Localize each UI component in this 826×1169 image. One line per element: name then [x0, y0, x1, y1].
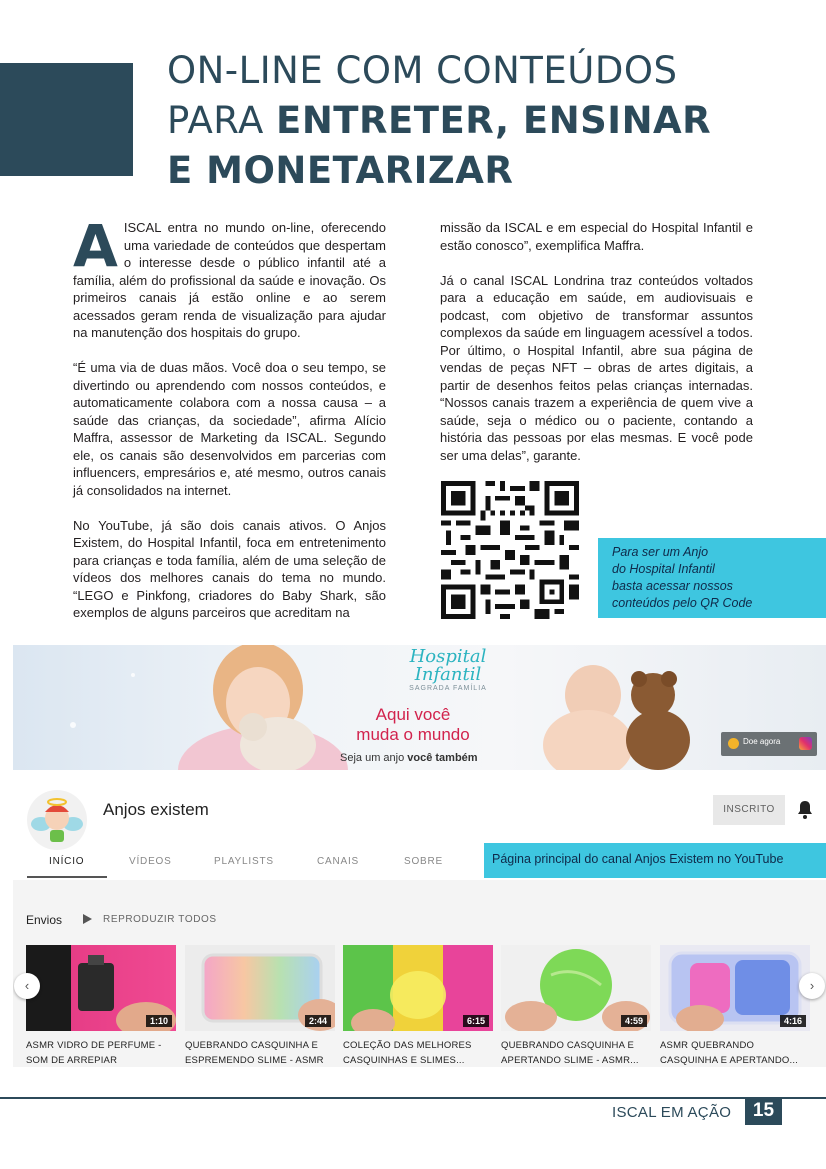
title-line1: ON-LINE COM CONTEÚDOS — [167, 49, 678, 92]
article-paragraph: AISCAL entra no mundo on-line, oferecendo uma variedade de conteúdos que despertam o interesse desde o público infantil até a família, além do profissional da saúde e inovação. Os primeiros canais já estão online e ao serem acessados geram renda de visualização para ajudar na manutenção dos hospitais do grupo. — [73, 212, 386, 340]
tab-sobre[interactable]: SOBRE — [404, 856, 444, 867]
channel-avatar[interactable] — [27, 790, 87, 850]
video-thumbnail[interactable] — [501, 945, 651, 1031]
qr-caption-line: Para ser um Anjo — [612, 545, 709, 559]
title-line3-bold: E MONETARIZAR — [167, 149, 514, 192]
video-card[interactable] — [185, 945, 335, 1066]
youtube-caption-box: Página principal do canal Anjos Existem no YouTube — [484, 843, 826, 878]
banner-tagline: Seja um anjo você também — [340, 752, 478, 764]
donate-button[interactable] — [721, 732, 817, 756]
title-line2-bold: ENTRETER, ENSINAR — [276, 99, 712, 142]
channel-banner — [13, 645, 826, 770]
carousel-prev-button[interactable]: ‹ — [14, 973, 40, 999]
video-duration: 4:16 — [780, 1015, 806, 1027]
qr-caption-line: basta acessar nossos — [612, 579, 733, 593]
video-title[interactable]: QUEBRANDO CASQUINHA E ESPREMENDO SLIME - ASMR — [185, 1040, 324, 1066]
footer-divider — [0, 1097, 826, 1099]
angel-mascot-icon — [27, 790, 87, 850]
video-duration: 6:15 — [463, 1015, 489, 1027]
video-duration: 1:10 — [146, 1015, 172, 1027]
donate-label: Doe agora — [743, 737, 781, 746]
video-thumbnail[interactable] — [26, 945, 176, 1031]
qr-code[interactable] — [440, 481, 580, 619]
video-card[interactable] — [660, 945, 810, 1066]
page-title — [167, 46, 817, 196]
video-thumbnail[interactable] — [660, 945, 810, 1031]
instagram-icon[interactable] — [799, 737, 812, 750]
tab-playlists[interactable]: PLAYLISTS — [214, 856, 274, 867]
video-card[interactable] — [343, 945, 493, 1066]
video-title[interactable]: QUEBRANDO CASQUINHA E APERTANDO SLIME - ASMR... — [501, 1040, 639, 1066]
video-duration: 4:59 — [621, 1015, 647, 1027]
tab-inicio[interactable]: INÍCIO — [49, 856, 85, 867]
play-icon[interactable] — [83, 914, 92, 924]
article-column-right — [440, 219, 753, 482]
carousel-next-button[interactable]: › — [799, 973, 825, 999]
article-column-left — [73, 212, 386, 639]
video-title[interactable]: COLEÇÃO DAS MELHORES CASQUINHAS E SLIMES... — [343, 1040, 472, 1066]
page-number: 15 — [745, 1097, 782, 1125]
video-duration: 2:44 — [305, 1015, 331, 1027]
video-thumbnail[interactable] — [343, 945, 493, 1031]
article-paragraph: missão da ISCAL e em especial do Hospital Infantil e estão conosco”, exemplifica Maffra. — [440, 220, 753, 253]
title-line2-light: PARA — [167, 99, 277, 142]
subscribed-button[interactable]: INSCRITO — [713, 795, 785, 825]
article-paragraph: No YouTube, já são dois canais ativos. O Anjos Existem, do Hospital Infantil, foca em entretenimento para crianças e toda família, além de uma seleção de vídeos dos melhores canais do tema no mundo. “LEGO e Pinkfong, criadores do Baby Shark, são exemplos de alguns parceiros que acreditam na — [73, 517, 386, 620]
qr-caption-line: do Hospital Infantil — [612, 562, 715, 576]
video-card[interactable] — [26, 945, 176, 1066]
banner-headline: Aqui você muda o mundo — [356, 705, 470, 744]
video-thumbnail[interactable] — [185, 945, 335, 1031]
coin-icon — [728, 738, 739, 749]
tab-videos[interactable]: VÍDEOS — [129, 856, 172, 867]
drop-cap: A — [73, 212, 118, 280]
video-title[interactable]: ASMR VIDRO DE PERFUME - SOM DE ARREPIAR — [26, 1040, 162, 1066]
active-tab-indicator — [27, 876, 107, 878]
qr-caption-box — [598, 538, 826, 618]
banner-brand: Hospital Infantil SAGRADA FAMÍLIA — [409, 646, 487, 692]
qr-caption-line: conteúdos pelo QR Code — [612, 596, 753, 610]
play-all-button[interactable]: REPRODUZIR TODOS — [103, 914, 217, 925]
video-card[interactable] — [501, 945, 651, 1066]
article-paragraph: “É uma via de duas mãos. Você doa o seu tempo, se divertindo ou aprendendo com nossos conteúdos, e automaticamente colabora com a nossa causa – a saúde das crianças, da sociedade”, afirma Alício Maffra, assessor de Marketing da ISCAL. Segundo ele, os canais são desenvolvidos em parcerias com influencers, empresários e, até mesmo, outros canais já consolidados na internet. — [73, 360, 386, 498]
footer-section-name: ISCAL EM AÇÃO — [612, 1104, 732, 1121]
article-paragraph: Já o canal ISCAL Londrina traz conteúdos voltados para a educação em saúde, em audiovisuais e podcast, com objetivo de transformar assuntos complexos da saúde em linguagem acessível a todos. Por último, o Hospital Infantil, abre sua página de vendas de peças NFT – obras de artes digitais, a partir de desenhos feitos pelas crianças internadas. “Nossos canais trazem a experiência de quem vive a saúde, seja o médico ou o paciente, contando a história das pessoas por elas mesmas. E você pode ser uma delas”, garante. — [440, 272, 753, 463]
title-accent-block — [0, 63, 133, 176]
notification-bell-icon[interactable] — [797, 800, 813, 820]
video-title[interactable]: ASMR QUEBRANDO CASQUINHA E APERTANDO... — [660, 1040, 799, 1066]
section-title: Envios — [26, 913, 63, 927]
tab-canais[interactable]: CANAIS — [317, 856, 360, 867]
channel-name[interactable]: Anjos existem — [103, 800, 209, 819]
